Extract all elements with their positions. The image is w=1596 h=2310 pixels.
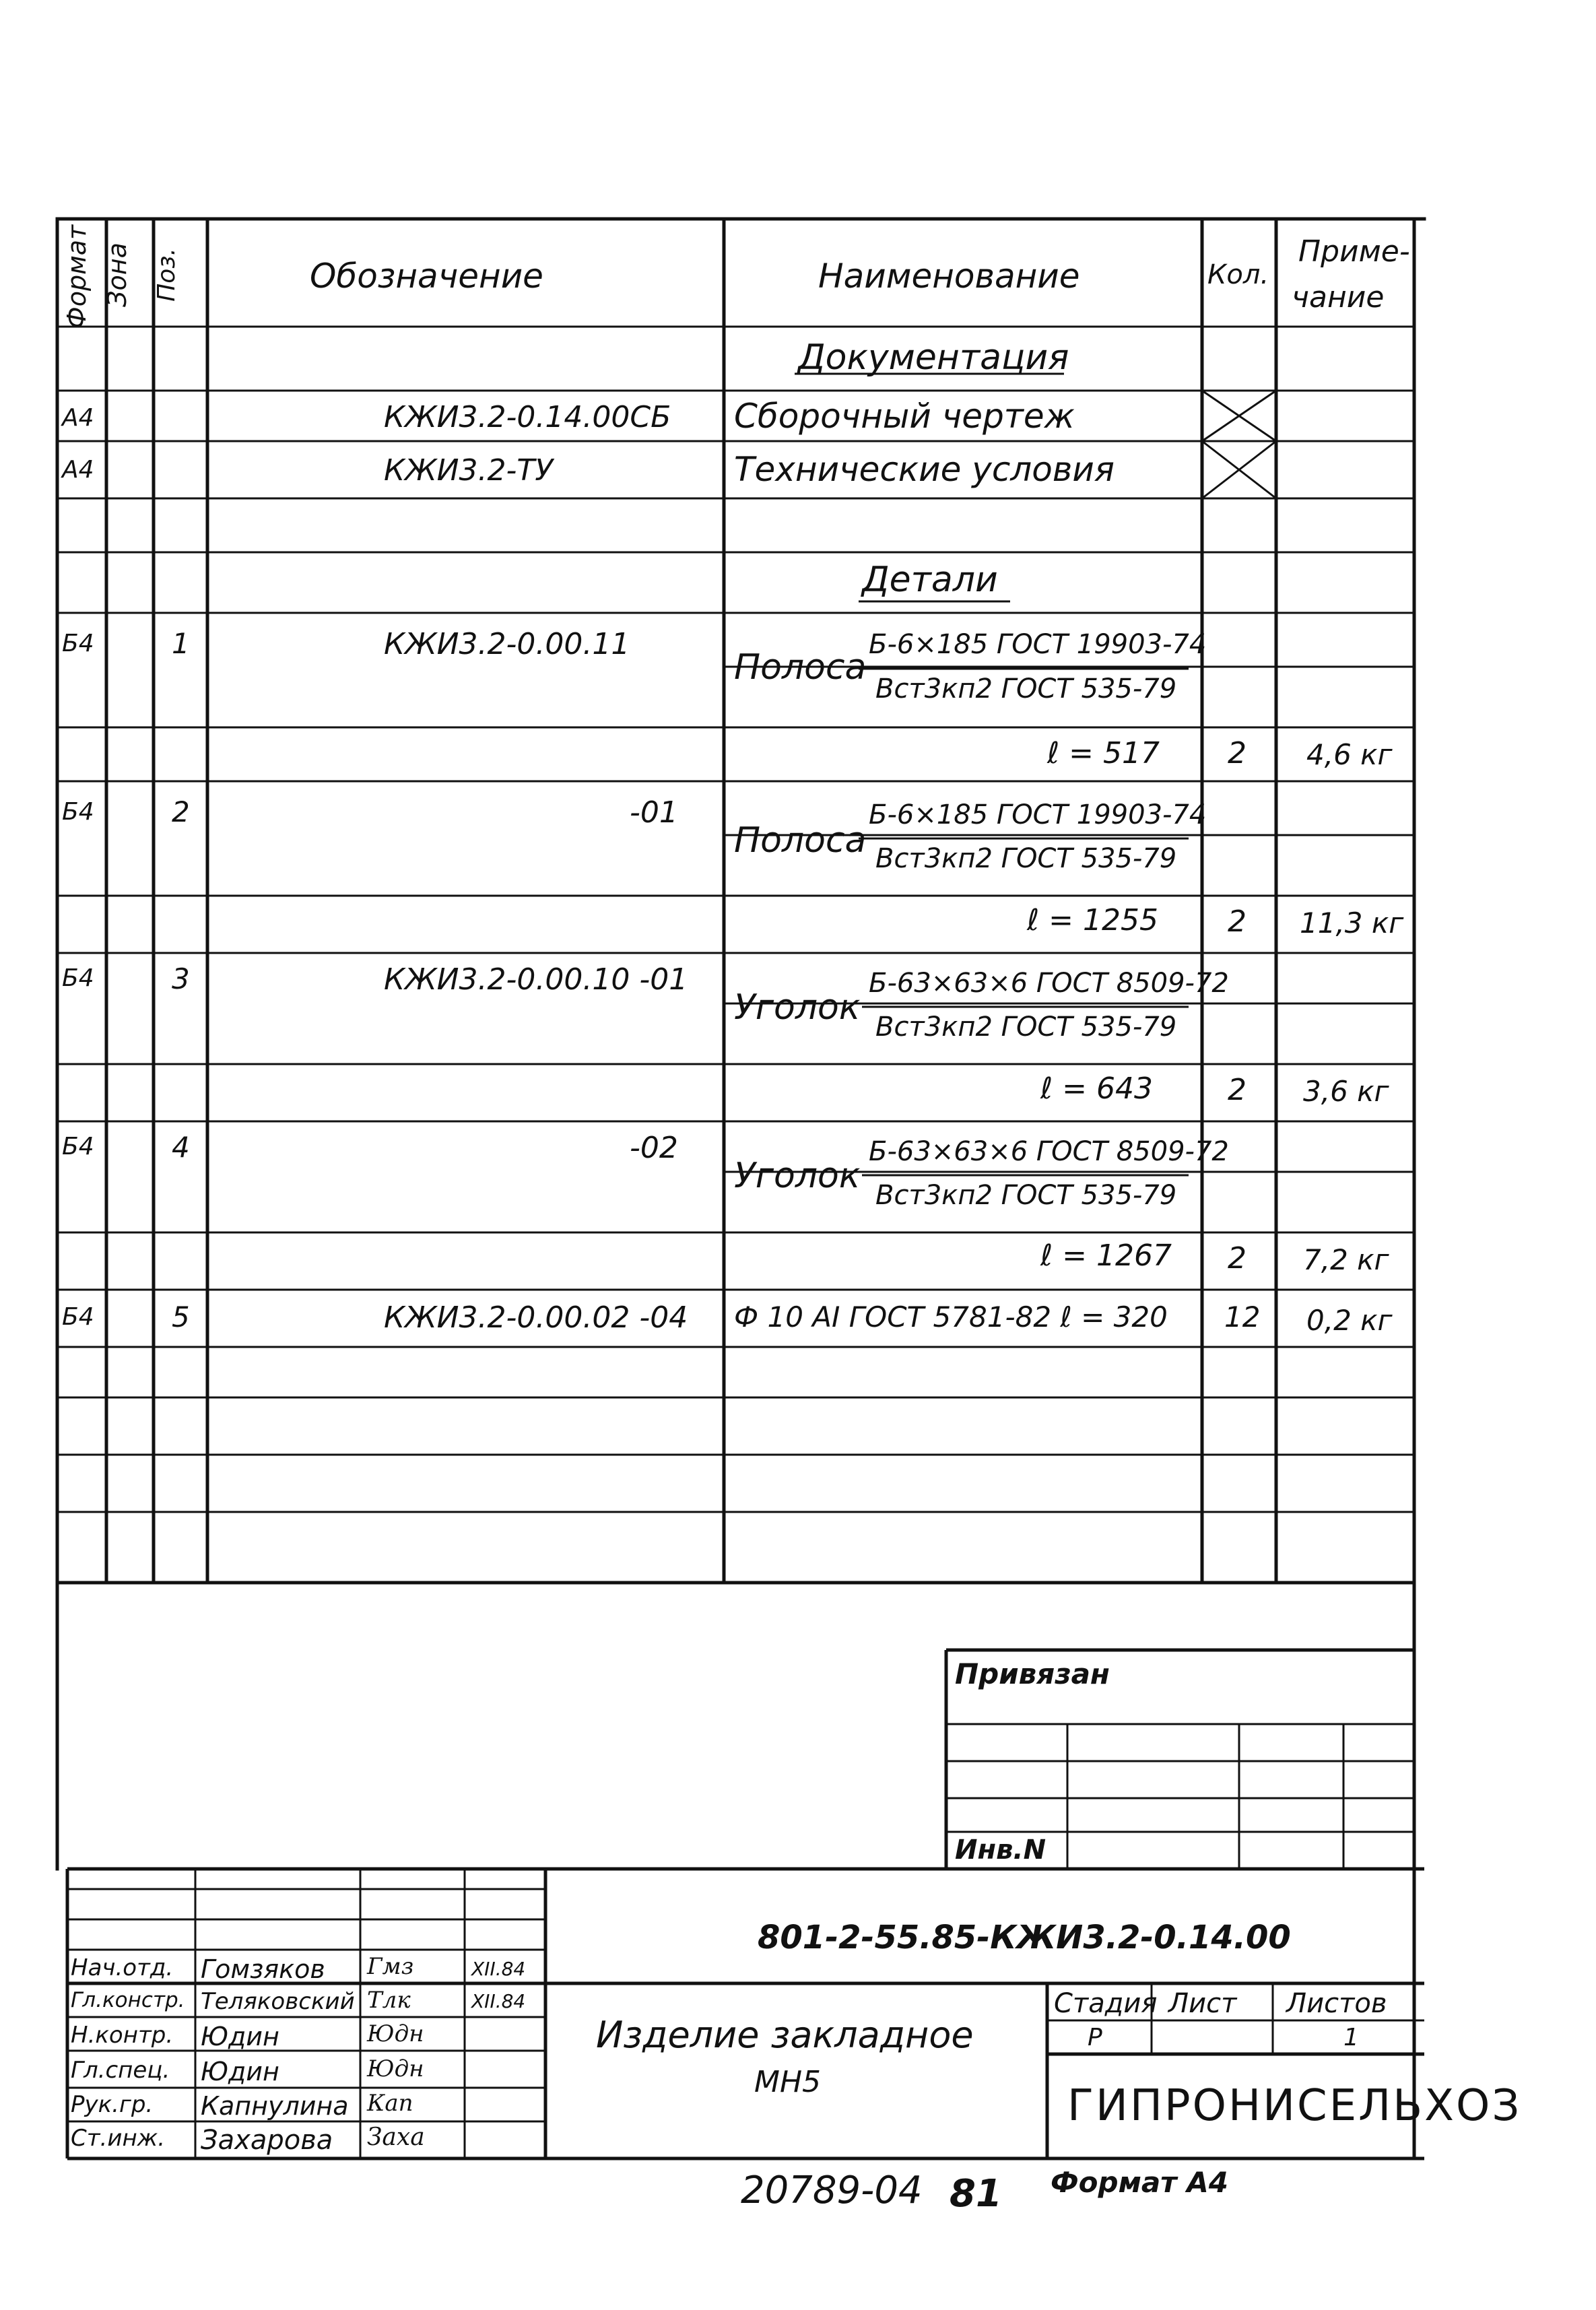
row-qty: 2 [1228,1241,1246,1276]
sheet-label: Лист [1168,1988,1237,2019]
person-name: Капнулина [201,2091,349,2121]
document-code: 801-2-55.85-КЖИ3.2-0.14.00 [758,1919,1291,1956]
row-designation: КЖИ3.2-0.00.02 -04 [384,1300,688,1335]
section-details: Детали [862,560,998,600]
product-mark: МН5 [754,2065,822,2099]
row-material-top: Б-6×185 ГОСТ 19903-74 [869,799,1207,830]
row-name: Ф 10 АI ГОСТ 5781-82 ℓ = 320 [734,1300,1168,1333]
date-2: XII.84 [471,1990,526,2012]
row-material-bottom: Вст3кп2 ГОСТ 535-79 [875,843,1177,874]
person-role: Гл.констр. [71,1988,185,2012]
row-format: А4 [62,456,94,484]
header-name: Наименование [818,257,1080,296]
stage-value: Р [1088,2024,1102,2051]
row-pos: 5 [172,1300,190,1333]
row-name: Полоса [734,820,867,861]
binding-inv: Инв.N [955,1835,1046,1866]
row-format: Б4 [62,964,94,992]
row-pos: 3 [172,962,190,995]
row-material-top: Б-63×63×6 ГОСТ 8509-72 [869,968,1229,999]
person-name: Гомзяков [201,1954,325,1984]
row-qty: 12 [1224,1300,1261,1333]
row-name: Уголок [734,987,861,1028]
person-signature: Тлк [367,1987,411,2014]
row-material-bottom: Вст3кп2 ГОСТ 535-79 [875,673,1177,704]
row-pos: 2 [172,795,190,828]
row-note: 3,6 кг [1303,1075,1389,1108]
header-zone: Зона [102,242,132,307]
person-signature: Гмз [367,1953,414,1980]
row-designation: -02 [630,1131,678,1165]
header-note-line2: чание [1292,280,1385,315]
row-material-bottom: Вст3кп2 ГОСТ 535-79 [875,1012,1177,1043]
organization: ГИПРОНИСЕЛЬХОЗ [1067,2081,1522,2131]
row-note: 7,2 кг [1303,1243,1389,1276]
row-format: А4 [62,404,94,432]
person-signature: Юдн [367,2055,424,2082]
person-signature: Юдн [367,2020,424,2047]
person-role: Нач.отд. [71,1954,174,1981]
row-qty: 2 [1228,736,1246,770]
row-length: ℓ = 1267 [1040,1239,1172,1273]
row-length: ℓ = 1255 [1027,903,1158,937]
row-designation: КЖИ3.2-0.00.11 [384,627,630,661]
person-name: Теляковский [201,1988,355,2015]
row-pos: 1 [172,627,190,660]
row-name: Сборочный чертеж [734,397,1075,436]
row-pos: 4 [172,1131,190,1164]
header-designation: Обозначение [310,257,543,296]
date-1: XII.84 [471,1958,526,1980]
stage-label: Стадия [1054,1988,1158,2019]
row-length: ℓ = 517 [1047,736,1160,770]
format-label: Формат А4 [1051,2166,1228,2199]
header-format: Формат [62,224,92,329]
row-designation: КЖИ3.2-0.14.00СБ [384,400,671,434]
person-role: Рук.гр. [71,2091,154,2118]
product-name: Изделие закладное [596,2014,974,2056]
row-note: 4,6 кг [1306,738,1393,771]
sheets-label: Листов [1286,1988,1387,2019]
row-designation: КЖИ3.2-ТУ [384,453,554,488]
person-role: Н.контр. [71,2022,174,2049]
row-note: 0,2 кг [1306,1304,1393,1337]
row-format: Б4 [62,1303,94,1331]
row-material-top: Б-63×63×6 ГОСТ 8509-72 [869,1136,1229,1167]
section-documentation: Документация [798,337,1069,378]
row-material-bottom: Вст3кп2 ГОСТ 535-79 [875,1180,1177,1211]
archive-number: 20789-04 [741,2169,923,2212]
person-role: Ст.инж. [71,2125,166,2152]
row-qty: 2 [1228,1073,1246,1107]
row-name: Полоса [734,647,867,688]
header-note-line1: Приме- [1298,234,1410,269]
row-qty: 2 [1228,904,1246,939]
row-length: ℓ = 643 [1040,1071,1153,1106]
row-name: Уголок [734,1156,861,1196]
page-number: 81 [950,2172,1002,2216]
person-signature: Заха [367,2123,425,2151]
person-role: Гл.спец. [71,2057,170,2084]
row-note: 11,3 кг [1300,906,1404,939]
person-name: Юдин [201,2057,279,2086]
header-pos: Поз. [153,248,180,302]
binding-title: Привязан [955,1657,1110,1690]
row-designation: КЖИ3.2-0.00.10 -01 [384,962,688,997]
row-name: Технические условия [734,450,1115,489]
row-material-top: Б-6×185 ГОСТ 19903-74 [869,629,1207,660]
row-format: Б4 [62,1133,94,1160]
row-format: Б4 [62,630,94,657]
sheets-value: 1 [1343,2024,1359,2051]
row-designation: -01 [630,795,678,830]
person-signature: Кап [367,2090,413,2117]
person-name: Юдин [201,2022,279,2051]
row-format: Б4 [62,798,94,826]
person-name: Захарова [201,2125,333,2156]
header-qty: Кол. [1207,259,1269,290]
